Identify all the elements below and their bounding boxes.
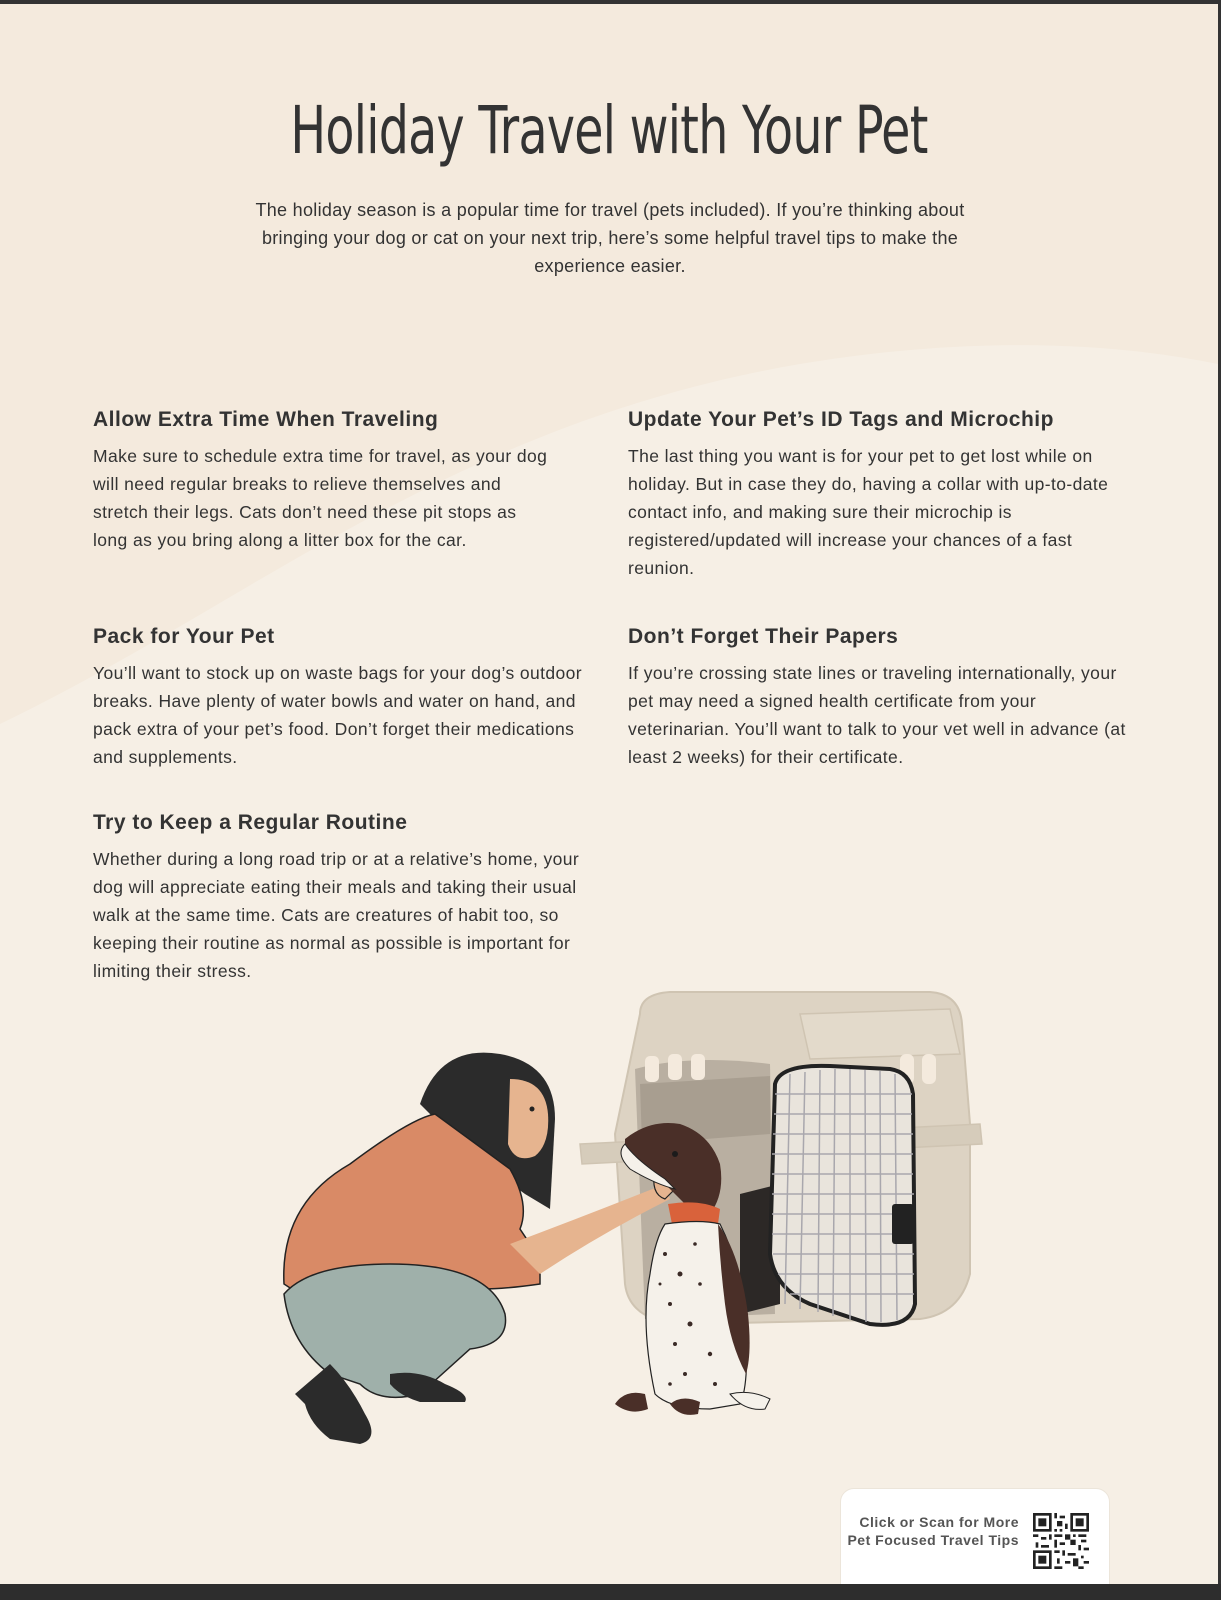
tip-body: Make sure to schedule extra time for travel, as your dog will need regular breaks to relieve themselves and stretch their legs. Cats don’t need these pit stops as long as you bring along a litter box for the car. [93,446,548,550]
bottom-border [0,1584,1221,1600]
intro-text: The holiday season is a popular time for travel (pets included). If you’re thinking about bringing your dog or cat on your next trip, here’s some helpful travel tips to make the experience easier. [255,200,965,276]
tip-body: If you’re crossing state lines or traveling internationally, your pet may need a signed health certificate from your veterinarian. You’ll want to talk to your vet well in advance (at least 2 weeks) for their certificate. [628,663,1126,767]
tip-allow-extra-time [93,408,553,554]
tip-heading: Don’t Forget Their Papers [628,625,899,648]
tip-pack-for-pet [93,625,608,771]
tip-body: Whether during a long road trip or at a relative’s home, your dog will appreciate eating their meals and taking their usual walk at the same time. Cats are creatures of habit too, so keeping their routine as normal as possible is important for limiting their stress. [93,849,580,981]
tip-dont-forget-papers [628,625,1138,771]
tip-update-id-tags [628,408,1138,582]
page [0,4,1218,1584]
tip-heading: Allow Extra Time When Traveling [93,408,439,431]
page-title: Holiday Travel with Your Pet [290,92,928,169]
woman-dog-crate-illustration [270,984,1010,1464]
tip-regular-routine [93,811,583,985]
qr-code-icon[interactable] [1033,1513,1089,1569]
tip-heading: Update Your Pet’s ID Tags and Microchip [628,408,1054,431]
qr-link-card[interactable] [840,1488,1110,1584]
tip-body: You’ll want to stock up on waste bags for your dog’s outdoor breaks. Have plenty of water bowls and water on hand, and pack extra of your pet’s food. Don’t forget their medications and supplements. [93,663,583,767]
tip-heading: Pack for Your Pet [93,625,275,648]
tip-heading: Try to Keep a Regular Routine [93,811,408,834]
qr-card-text: Click or Scan for More Pet Focused Travel Tips [847,1514,1019,1548]
tip-body: The last thing you want is for your pet to get lost while on holiday. But in case they do, having a collar with up-to-date contact info, and making sure their microchip is registered/updated will increase your chances of a fast reunion. [628,446,1109,578]
